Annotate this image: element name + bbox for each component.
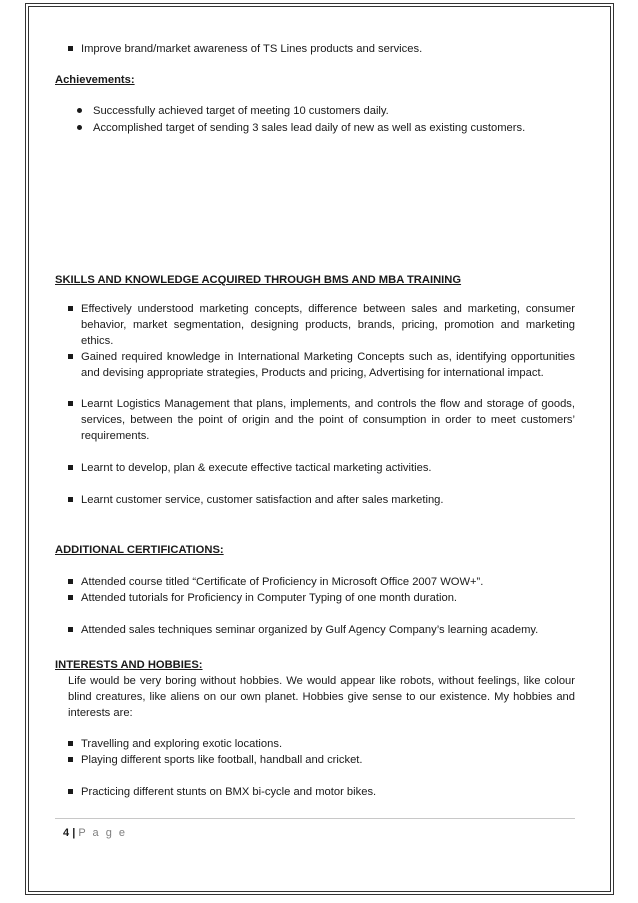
list-item: Learnt Logistics Management that plans, implements, and controls the flow and storage of goods, services, between the point of origin and the point of consumption in order to meet customers’ requirements. xyxy=(65,396,575,444)
page-footer xyxy=(63,827,127,839)
certifications-list xyxy=(65,574,575,638)
footer-divider xyxy=(55,818,575,819)
page-label: P a g e xyxy=(78,827,127,839)
list-item: Attended course titled “Certificate of Proficiency in Microsoft Office 2007 WOW+”. xyxy=(65,574,575,590)
skills-heading: SKILLS AND KNOWLEDGE ACQUIRED THROUGH BMS AND MBA TRAINING xyxy=(55,274,462,286)
intro-bullet-list xyxy=(65,41,575,57)
list-item: Effectively understood marketing concepts, difference between sales and marketing, consumer behavior, market segmentation, designing products, brands, pricing, promotion and marketing ethics. xyxy=(65,301,575,349)
achievements-heading: Achievements: xyxy=(55,74,135,86)
list-item: Successfully achieved target of meeting 10 customers daily. xyxy=(73,103,573,119)
list-item: Learnt customer service, customer satisfaction and after sales marketing. xyxy=(65,492,575,508)
skills-list xyxy=(65,301,575,508)
footer-separator: | xyxy=(72,827,76,839)
list-item: Learnt to develop, plan & execute effective tactical marketing activities. xyxy=(65,460,575,476)
interests-paragraph: Life would be very boring without hobbies. We would appear like robots, without feelings, like colour blind creatures, like aliens on our own planet. Hobbies give sense to our existence. My hobbies and interests are: xyxy=(68,675,575,719)
list-item: Improve brand/market awareness of TS Lines products and services. xyxy=(65,41,575,57)
list-item: Practicing different stunts on BMX bi-cycle and motor bikes. xyxy=(65,784,575,800)
list-item: Gained required knowledge in International Marketing Concepts such as, identifying opportunities and devising appropriate strategies, Products and pricing, Advertising for international impact. xyxy=(65,349,575,381)
list-item: Attended sales techniques seminar organized by Gulf Agency Company’s learning academy. xyxy=(65,622,575,638)
list-item: Playing different sports like football, handball and cricket. xyxy=(65,752,575,768)
page-number: 4 xyxy=(63,827,70,839)
interests-heading: INTERESTS AND HOBBIES: xyxy=(55,659,203,671)
interests-list xyxy=(65,736,575,800)
certifications-heading: ADDITIONAL CERTIFICATIONS: xyxy=(55,544,224,556)
list-item: Attended tutorials for Proficiency in Computer Typing of one month duration. xyxy=(65,590,575,606)
list-item: Travelling and exploring exotic locations. xyxy=(65,736,575,752)
list-item: Accomplished target of sending 3 sales lead daily of new as well as existing customers. xyxy=(73,120,573,136)
achievements-list xyxy=(73,103,573,136)
